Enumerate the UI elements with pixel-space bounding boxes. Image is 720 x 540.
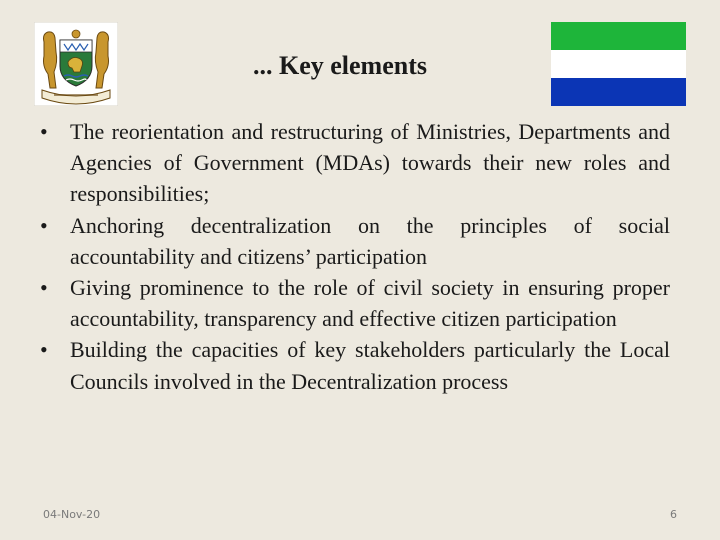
bullet-dot: • xyxy=(40,275,48,301)
bullet-item xyxy=(40,210,670,272)
footer-date: 04-Nov-20 xyxy=(43,508,101,521)
flag-stripe-green xyxy=(551,22,686,50)
bullet-dot: • xyxy=(40,337,48,363)
bullet-text: The reorientation and restructuring of Ministries, Departments and Agencies of Government (MDAs) towards their new roles and responsibilities; xyxy=(70,119,670,207)
flag-stripe-blue xyxy=(551,78,686,106)
coat-of-arms-icon xyxy=(34,22,118,106)
flag-stripe-white xyxy=(551,50,686,78)
page-number: 6 xyxy=(670,508,677,521)
bullet-item xyxy=(40,116,670,210)
sierra-leone-flag-icon xyxy=(551,22,686,106)
bullet-item xyxy=(40,334,670,396)
bullet-dot: • xyxy=(40,119,48,144)
bullet-text: Building the capacities of key stakeholders particularly the Local Councils involved in the Decentralization process xyxy=(70,337,670,394)
bullet-list xyxy=(40,116,670,397)
slide-title: ... Key elements xyxy=(252,51,427,80)
bullet-text: Giving prominence to the role of civil society in ensuring proper accountability, transparency and effective citizen participation xyxy=(70,275,670,332)
bullet-item xyxy=(40,272,670,334)
bullet-text: Anchoring decentralization on the principles of social accountability and citizens’ participation xyxy=(70,212,670,269)
bullet-dot: • xyxy=(40,212,48,238)
